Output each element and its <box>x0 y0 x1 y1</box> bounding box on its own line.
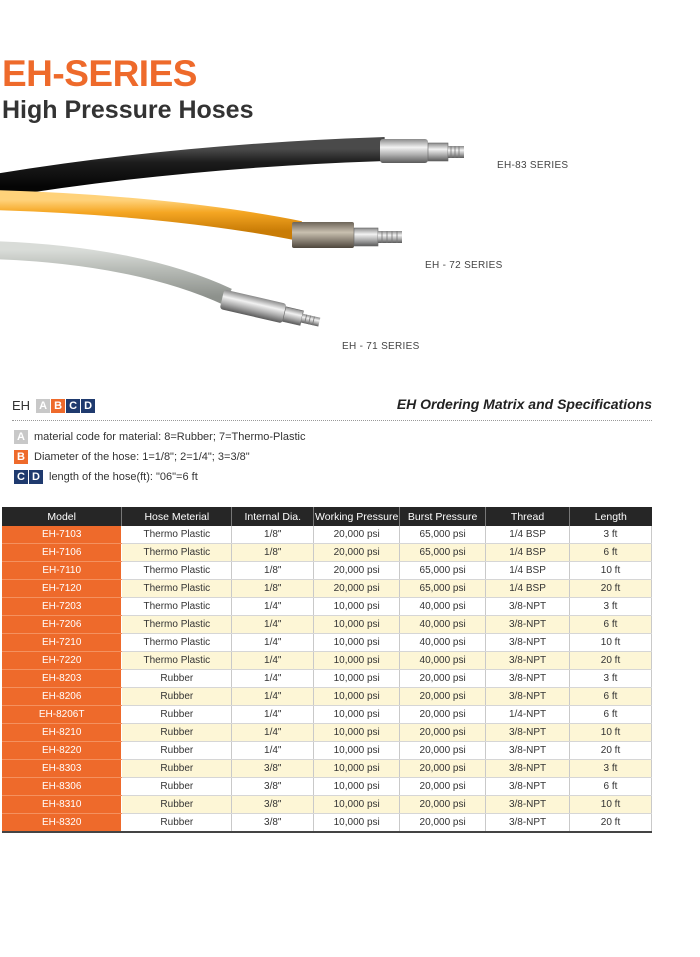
cell-material: Rubber <box>122 706 232 724</box>
cell-material: Thermo Plastic <box>122 616 232 634</box>
cell-material: Rubber <box>122 760 232 778</box>
cell-burst-pressure: 20,000 psi <box>400 760 486 778</box>
cell-working-pressure: 10,000 psi <box>314 598 400 616</box>
cell-model: EH-8310 <box>2 796 122 814</box>
header-length: Length <box>570 507 652 526</box>
cell-model: EH-8206 <box>2 688 122 706</box>
cell-burst-pressure: 65,000 psi <box>400 526 486 544</box>
cell-model: EH-8206T <box>2 706 122 724</box>
code-box-c: C <box>66 399 80 413</box>
legend-b <box>14 450 250 464</box>
cell-working-pressure: 20,000 psi <box>314 562 400 580</box>
header-working-pressure: Working Pressure <box>314 507 400 526</box>
cell-burst-pressure: 65,000 psi <box>400 562 486 580</box>
cell-internal-dia: 1/8" <box>232 580 314 598</box>
fitting-yellow <box>292 222 402 248</box>
header-burst-pressure: Burst Pressure <box>400 507 486 526</box>
legend-box-c: C <box>14 470 28 484</box>
cell-length: 6 ft <box>570 688 652 706</box>
cell-thread: 1/4 BSP <box>486 580 570 598</box>
cell-working-pressure: 10,000 psi <box>314 670 400 688</box>
cell-internal-dia: 1/4" <box>232 742 314 760</box>
cell-thread: 3/8-NPT <box>486 814 570 833</box>
cell-working-pressure: 10,000 psi <box>314 814 400 833</box>
cell-internal-dia: 1/4" <box>232 706 314 724</box>
cell-internal-dia: 1/8" <box>232 526 314 544</box>
table-row <box>2 742 652 760</box>
cell-model: EH-8320 <box>2 814 122 833</box>
cell-material: Thermo Plastic <box>122 562 232 580</box>
cell-burst-pressure: 40,000 psi <box>400 652 486 670</box>
cell-length: 20 ft <box>570 814 652 833</box>
table-row <box>2 778 652 796</box>
legend-b-text: Diameter of the hose: 1=1/8"; 2=1/4"; 3=3/8" <box>34 451 250 463</box>
table-row <box>2 652 652 670</box>
cell-internal-dia: 3/8" <box>232 778 314 796</box>
cell-working-pressure: 20,000 psi <box>314 544 400 562</box>
cell-thread: 1/4 BSP <box>486 526 570 544</box>
table-row <box>2 580 652 598</box>
cell-model: EH-7206 <box>2 616 122 634</box>
table-row <box>2 562 652 580</box>
cell-length: 20 ft <box>570 652 652 670</box>
cell-working-pressure: 10,000 psi <box>314 724 400 742</box>
cell-length: 6 ft <box>570 616 652 634</box>
cell-model: EH-7106 <box>2 544 122 562</box>
cell-burst-pressure: 20,000 psi <box>400 742 486 760</box>
cell-internal-dia: 1/4" <box>232 724 314 742</box>
cell-burst-pressure: 20,000 psi <box>400 778 486 796</box>
cell-working-pressure: 10,000 psi <box>314 760 400 778</box>
legend-a <box>14 430 305 444</box>
cell-internal-dia: 1/4" <box>232 670 314 688</box>
cell-thread: 3/8-NPT <box>486 742 570 760</box>
cell-length: 10 ft <box>570 796 652 814</box>
cell-length: 6 ft <box>570 706 652 724</box>
ordering-prefix: EH <box>12 398 31 413</box>
table-header-row <box>2 507 652 526</box>
cell-length: 20 ft <box>570 742 652 760</box>
cell-material: Rubber <box>122 724 232 742</box>
cell-thread: 1/4 BSP <box>486 562 570 580</box>
code-box-b: B <box>51 399 65 413</box>
cell-internal-dia: 3/8" <box>232 814 314 833</box>
table-row <box>2 598 652 616</box>
cell-thread: 3/8-NPT <box>486 634 570 652</box>
cell-burst-pressure: 40,000 psi <box>400 598 486 616</box>
cell-model: EH-8306 <box>2 778 122 796</box>
cell-model: EH-8210 <box>2 724 122 742</box>
hose-illustration <box>0 125 700 370</box>
hose-yellow <box>0 200 300 231</box>
cell-material: Thermo Plastic <box>122 598 232 616</box>
table-row <box>2 616 652 634</box>
cell-working-pressure: 10,000 psi <box>314 742 400 760</box>
hose-gray <box>0 250 228 297</box>
cell-model: EH-7203 <box>2 598 122 616</box>
cell-burst-pressure: 20,000 psi <box>400 814 486 833</box>
page-title: EH-SERIES <box>2 53 197 94</box>
cell-thread: 1/4 BSP <box>486 544 570 562</box>
cell-material: Rubber <box>122 742 232 760</box>
legend-box-d: D <box>29 470 43 484</box>
cell-burst-pressure: 40,000 psi <box>400 634 486 652</box>
page-subtitle: High Pressure Hoses <box>2 96 254 124</box>
cell-thread: 3/8-NPT <box>486 796 570 814</box>
cell-model: EH-7110 <box>2 562 122 580</box>
fitting-gray <box>220 289 322 331</box>
cell-internal-dia: 3/8" <box>232 760 314 778</box>
cell-thread: 3/8-NPT <box>486 616 570 634</box>
series-label-eh71: EH - 71 SERIES <box>342 341 420 352</box>
cell-length: 3 ft <box>570 670 652 688</box>
fitting-black <box>380 139 464 163</box>
cell-material: Rubber <box>122 796 232 814</box>
legend-box-b: B <box>14 450 28 464</box>
cell-length: 6 ft <box>570 778 652 796</box>
series-label-eh83: EH-83 SERIES <box>497 160 569 171</box>
table-row <box>2 760 652 778</box>
cell-burst-pressure: 20,000 psi <box>400 670 486 688</box>
cell-material: Thermo Plastic <box>122 652 232 670</box>
cell-model: EH-7120 <box>2 580 122 598</box>
cell-material: Rubber <box>122 814 232 833</box>
cell-length: 6 ft <box>570 544 652 562</box>
cell-working-pressure: 20,000 psi <box>314 580 400 598</box>
cell-material: Thermo Plastic <box>122 526 232 544</box>
cell-thread: 3/8-NPT <box>486 778 570 796</box>
cell-model: EH-7220 <box>2 652 122 670</box>
cell-burst-pressure: 20,000 psi <box>400 688 486 706</box>
cell-working-pressure: 10,000 psi <box>314 634 400 652</box>
table-row <box>2 670 652 688</box>
cell-burst-pressure: 40,000 psi <box>400 616 486 634</box>
cell-material: Thermo Plastic <box>122 580 232 598</box>
cell-burst-pressure: 20,000 psi <box>400 796 486 814</box>
cell-working-pressure: 10,000 psi <box>314 796 400 814</box>
cell-internal-dia: 1/4" <box>232 688 314 706</box>
matrix-heading: EH Ordering Matrix and Specifications <box>396 396 652 412</box>
cell-burst-pressure: 65,000 psi <box>400 544 486 562</box>
cell-thread: 3/8-NPT <box>486 598 570 616</box>
cell-thread: 3/8-NPT <box>486 688 570 706</box>
cell-thread: 3/8-NPT <box>486 652 570 670</box>
cell-model: EH-7210 <box>2 634 122 652</box>
table-row <box>2 724 652 742</box>
cell-working-pressure: 10,000 psi <box>314 616 400 634</box>
cell-working-pressure: 10,000 psi <box>314 688 400 706</box>
header-internal-dia: Internal Dia. <box>232 507 314 526</box>
hose-black <box>0 149 385 187</box>
cell-thread: 3/8-NPT <box>486 760 570 778</box>
cell-internal-dia: 1/4" <box>232 598 314 616</box>
cell-length: 10 ft <box>570 724 652 742</box>
table-row <box>2 634 652 652</box>
table-row <box>2 544 652 562</box>
cell-thread: 1/4-NPT <box>486 706 570 724</box>
cell-material: Rubber <box>122 688 232 706</box>
cell-material: Rubber <box>122 778 232 796</box>
cell-working-pressure: 10,000 psi <box>314 706 400 724</box>
spec-table <box>2 507 652 833</box>
header-thread: Thread <box>486 507 570 526</box>
cell-thread: 3/8-NPT <box>486 724 570 742</box>
cell-working-pressure: 10,000 psi <box>314 778 400 796</box>
cell-burst-pressure: 65,000 psi <box>400 580 486 598</box>
cell-internal-dia: 1/4" <box>232 634 314 652</box>
cell-length: 3 ft <box>570 760 652 778</box>
cell-length: 3 ft <box>570 598 652 616</box>
cell-internal-dia: 1/4" <box>232 616 314 634</box>
cell-burst-pressure: 20,000 psi <box>400 724 486 742</box>
cell-material: Thermo Plastic <box>122 634 232 652</box>
cell-thread: 3/8-NPT <box>486 670 570 688</box>
cell-internal-dia: 1/4" <box>232 652 314 670</box>
legend-a-text: material code for material: 8=Rubber; 7=Thermo-Plastic <box>34 431 306 443</box>
cell-length: 10 ft <box>570 562 652 580</box>
cell-length: 3 ft <box>570 526 652 544</box>
header-material: Hose Meterial <box>122 507 232 526</box>
cell-model: EH-8220 <box>2 742 122 760</box>
cell-model: EH-8203 <box>2 670 122 688</box>
cell-internal-dia: 1/8" <box>232 544 314 562</box>
cell-burst-pressure: 20,000 psi <box>400 706 486 724</box>
cell-model: EH-8303 <box>2 760 122 778</box>
cell-working-pressure: 20,000 psi <box>314 526 400 544</box>
series-label-eh72: EH - 72 SERIES <box>425 260 503 271</box>
table-row <box>2 526 652 544</box>
table-row <box>2 706 652 724</box>
ordering-code <box>12 398 96 413</box>
cell-internal-dia: 3/8" <box>232 796 314 814</box>
cell-length: 10 ft <box>570 634 652 652</box>
cell-internal-dia: 1/8" <box>232 562 314 580</box>
legend-cd-text: length of the hose(ft): "06"=6 ft <box>49 471 198 483</box>
divider <box>12 420 652 421</box>
table-row <box>2 814 652 833</box>
legend-box-a: A <box>14 430 28 444</box>
code-box-a: A <box>36 399 50 413</box>
cell-material: Rubber <box>122 670 232 688</box>
cell-model: EH-7103 <box>2 526 122 544</box>
cell-material: Thermo Plastic <box>122 544 232 562</box>
cell-length: 20 ft <box>570 580 652 598</box>
cell-working-pressure: 10,000 psi <box>314 652 400 670</box>
table-row <box>2 796 652 814</box>
header-model: Model <box>2 507 122 526</box>
legend-cd <box>14 470 198 484</box>
code-box-d: D <box>81 399 95 413</box>
table-row <box>2 688 652 706</box>
